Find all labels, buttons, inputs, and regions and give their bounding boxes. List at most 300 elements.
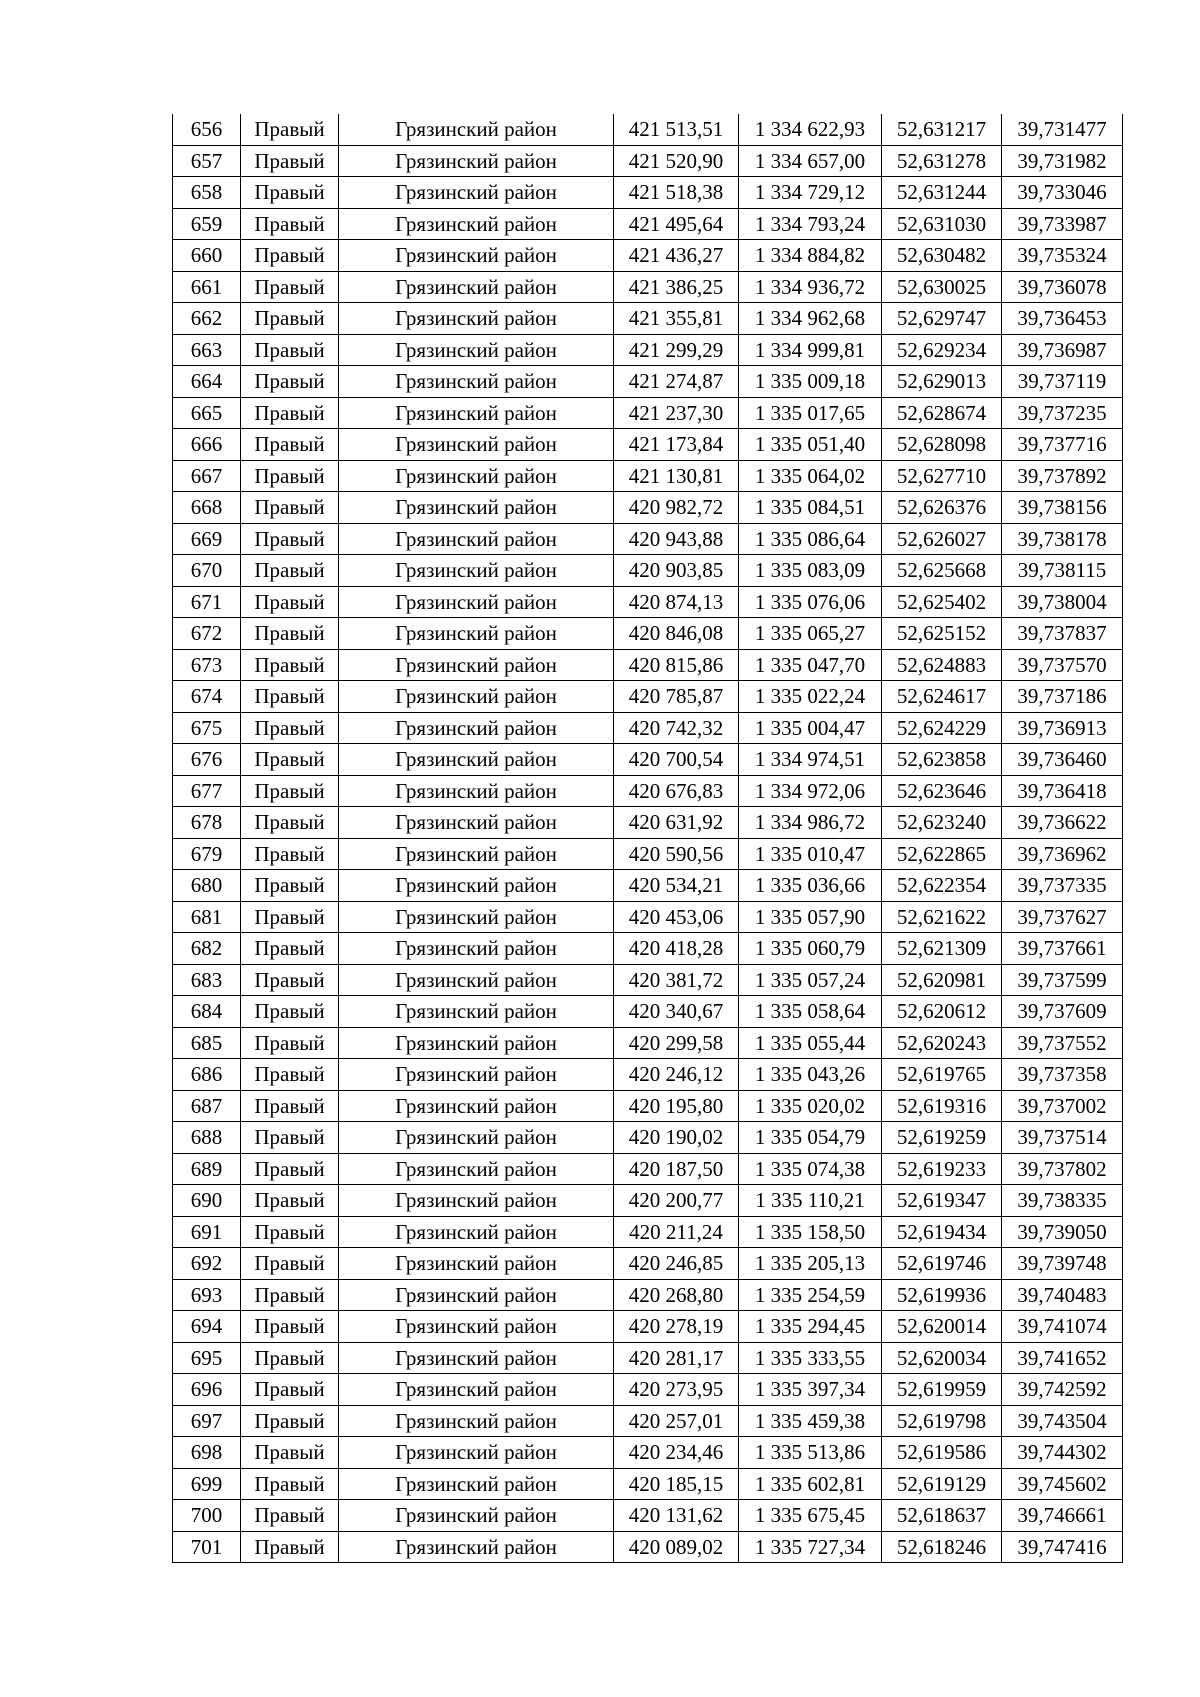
longitude-cell: 39,736078 [1002,271,1123,303]
latitude-cell: 52,629013 [882,366,1002,398]
bank-side-cell: Правый [241,964,339,996]
district-cell: Грязинский район [339,1027,614,1059]
point-number-cell: 666 [173,429,241,461]
bank-side-cell: Правый [241,1248,339,1280]
longitude-cell: 39,737609 [1002,996,1123,1028]
table-row [173,1122,1123,1154]
table-row [173,1311,1123,1343]
district-cell: Грязинский район [339,1374,614,1406]
district-cell: Грязинский район [339,1216,614,1248]
table-row [173,334,1123,366]
district-cell: Грязинский район [339,712,614,744]
table-row [173,460,1123,492]
latitude-cell: 52,621309 [882,933,1002,965]
y-coordinate-cell: 1 335 086,64 [739,523,882,555]
table-row [173,1059,1123,1091]
district-cell: Грязинский район [339,240,614,272]
district-cell: Грязинский район [339,334,614,366]
longitude-cell: 39,737802 [1002,1153,1123,1185]
x-coordinate-cell: 420 185,15 [614,1468,739,1500]
x-coordinate-cell: 420 273,95 [614,1374,739,1406]
latitude-cell: 52,631244 [882,177,1002,209]
x-coordinate-cell: 421 274,87 [614,366,739,398]
y-coordinate-cell: 1 335 004,47 [739,712,882,744]
table-row [173,492,1123,524]
latitude-cell: 52,631278 [882,145,1002,177]
point-number-cell: 665 [173,397,241,429]
district-cell: Грязинский район [339,996,614,1028]
y-coordinate-cell: 1 335 060,79 [739,933,882,965]
latitude-cell: 52,629747 [882,303,1002,335]
point-number-cell: 695 [173,1342,241,1374]
longitude-cell: 39,733046 [1002,177,1123,209]
longitude-cell: 39,737002 [1002,1090,1123,1122]
y-coordinate-cell: 1 335 083,09 [739,555,882,587]
district-cell: Грязинский район [339,1437,614,1469]
point-number-cell: 683 [173,964,241,996]
point-number-cell: 664 [173,366,241,398]
x-coordinate-cell: 420 131,62 [614,1500,739,1532]
district-cell: Грязинский район [339,1185,614,1217]
point-number-cell: 672 [173,618,241,650]
table-row [173,681,1123,713]
point-number-cell: 681 [173,901,241,933]
y-coordinate-cell: 1 335 084,51 [739,492,882,524]
coordinates-table [172,114,1123,1563]
district-cell: Грязинский район [339,1279,614,1311]
point-number-cell: 698 [173,1437,241,1469]
bank-side-cell: Правый [241,1311,339,1343]
table-row [173,870,1123,902]
x-coordinate-cell: 420 187,50 [614,1153,739,1185]
district-cell: Грязинский район [339,618,614,650]
longitude-cell: 39,737570 [1002,649,1123,681]
point-number-cell: 700 [173,1500,241,1532]
point-number-cell: 699 [173,1468,241,1500]
bank-side-cell: Правый [241,807,339,839]
y-coordinate-cell: 1 335 057,24 [739,964,882,996]
table-row [173,1153,1123,1185]
y-coordinate-cell: 1 335 058,64 [739,996,882,1028]
latitude-cell: 52,628098 [882,429,1002,461]
point-number-cell: 678 [173,807,241,839]
latitude-cell: 52,627710 [882,460,1002,492]
point-number-cell: 684 [173,996,241,1028]
point-number-cell: 676 [173,744,241,776]
x-coordinate-cell: 421 520,90 [614,145,739,177]
bank-side-cell: Правый [241,838,339,870]
y-coordinate-cell: 1 335 009,18 [739,366,882,398]
table-row [173,1531,1123,1563]
point-number-cell: 668 [173,492,241,524]
table-row [173,429,1123,461]
latitude-cell: 52,630482 [882,240,1002,272]
table-row [173,271,1123,303]
x-coordinate-cell: 421 299,29 [614,334,739,366]
x-coordinate-cell: 420 453,06 [614,901,739,933]
point-number-cell: 693 [173,1279,241,1311]
table-row [173,1185,1123,1217]
longitude-cell: 39,736460 [1002,744,1123,776]
table-row [173,523,1123,555]
latitude-cell: 52,626027 [882,523,1002,555]
table-row [173,240,1123,272]
longitude-cell: 39,737716 [1002,429,1123,461]
x-coordinate-cell: 420 700,54 [614,744,739,776]
longitude-cell: 39,736453 [1002,303,1123,335]
district-cell: Грязинский район [339,1090,614,1122]
latitude-cell: 52,625152 [882,618,1002,650]
bank-side-cell: Правый [241,1374,339,1406]
latitude-cell: 52,625402 [882,586,1002,618]
x-coordinate-cell: 420 742,32 [614,712,739,744]
x-coordinate-cell: 420 676,83 [614,775,739,807]
table-row [173,366,1123,398]
y-coordinate-cell: 1 335 022,24 [739,681,882,713]
latitude-cell: 52,626376 [882,492,1002,524]
y-coordinate-cell: 1 335 051,40 [739,429,882,461]
latitude-cell: 52,623858 [882,744,1002,776]
bank-side-cell: Правый [241,334,339,366]
longitude-cell: 39,737892 [1002,460,1123,492]
longitude-cell: 39,738115 [1002,555,1123,587]
district-cell: Грязинский район [339,807,614,839]
district-cell: Грязинский район [339,1531,614,1563]
x-coordinate-cell: 420 246,85 [614,1248,739,1280]
district-cell: Грязинский район [339,933,614,965]
x-coordinate-cell: 421 513,51 [614,114,739,145]
bank-side-cell: Правый [241,901,339,933]
latitude-cell: 52,620034 [882,1342,1002,1374]
bank-side-cell: Правый [241,996,339,1028]
y-coordinate-cell: 1 335 727,34 [739,1531,882,1563]
latitude-cell: 52,618637 [882,1500,1002,1532]
point-number-cell: 675 [173,712,241,744]
longitude-cell: 39,747416 [1002,1531,1123,1563]
y-coordinate-cell: 1 334 936,72 [739,271,882,303]
table-row [173,964,1123,996]
point-number-cell: 677 [173,775,241,807]
bank-side-cell: Правый [241,240,339,272]
bank-side-cell: Правый [241,1531,339,1563]
longitude-cell: 39,735324 [1002,240,1123,272]
y-coordinate-cell: 1 334 972,06 [739,775,882,807]
district-cell: Грязинский район [339,681,614,713]
longitude-cell: 39,737335 [1002,870,1123,902]
y-coordinate-cell: 1 335 602,81 [739,1468,882,1500]
district-cell: Грязинский район [339,1342,614,1374]
y-coordinate-cell: 1 335 459,38 [739,1405,882,1437]
longitude-cell: 39,742592 [1002,1374,1123,1406]
longitude-cell: 39,736418 [1002,775,1123,807]
table-row [173,208,1123,240]
y-coordinate-cell: 1 335 110,21 [739,1185,882,1217]
y-coordinate-cell: 1 335 043,26 [739,1059,882,1091]
district-cell: Грязинский район [339,208,614,240]
longitude-cell: 39,736987 [1002,334,1123,366]
y-coordinate-cell: 1 335 047,70 [739,649,882,681]
longitude-cell: 39,737186 [1002,681,1123,713]
district-cell: Грязинский район [339,586,614,618]
point-number-cell: 663 [173,334,241,366]
point-number-cell: 692 [173,1248,241,1280]
table-row [173,1248,1123,1280]
y-coordinate-cell: 1 334 622,93 [739,114,882,145]
latitude-cell: 52,631217 [882,114,1002,145]
table-row [173,1342,1123,1374]
x-coordinate-cell: 421 237,30 [614,397,739,429]
point-number-cell: 656 [173,114,241,145]
bank-side-cell: Правый [241,145,339,177]
point-number-cell: 670 [173,555,241,587]
longitude-cell: 39,739050 [1002,1216,1123,1248]
table-row [173,775,1123,807]
point-number-cell: 701 [173,1531,241,1563]
table-row [173,1027,1123,1059]
district-cell: Грязинский район [339,1500,614,1532]
table-row [173,649,1123,681]
bank-side-cell: Правый [241,1027,339,1059]
district-cell: Грязинский район [339,1311,614,1343]
latitude-cell: 52,619936 [882,1279,1002,1311]
y-coordinate-cell: 1 335 065,27 [739,618,882,650]
latitude-cell: 52,629234 [882,334,1002,366]
longitude-cell: 39,731477 [1002,114,1123,145]
district-cell: Грязинский район [339,1405,614,1437]
bank-side-cell: Правый [241,681,339,713]
x-coordinate-cell: 420 281,17 [614,1342,739,1374]
y-coordinate-cell: 1 335 055,44 [739,1027,882,1059]
latitude-cell: 52,624229 [882,712,1002,744]
bank-side-cell: Правый [241,1090,339,1122]
point-number-cell: 697 [173,1405,241,1437]
point-number-cell: 660 [173,240,241,272]
point-number-cell: 685 [173,1027,241,1059]
x-coordinate-cell: 420 234,46 [614,1437,739,1469]
x-coordinate-cell: 420 943,88 [614,523,739,555]
bank-side-cell: Правый [241,429,339,461]
y-coordinate-cell: 1 335 294,45 [739,1311,882,1343]
latitude-cell: 52,619259 [882,1122,1002,1154]
table-row [173,145,1123,177]
longitude-cell: 39,738335 [1002,1185,1123,1217]
district-cell: Грязинский район [339,523,614,555]
latitude-cell: 52,618246 [882,1531,1002,1563]
district-cell: Грязинский район [339,775,614,807]
bank-side-cell: Правый [241,271,339,303]
latitude-cell: 52,619959 [882,1374,1002,1406]
x-coordinate-cell: 420 089,02 [614,1531,739,1563]
longitude-cell: 39,737119 [1002,366,1123,398]
table-row [173,1090,1123,1122]
bank-side-cell: Правый [241,1468,339,1500]
bank-side-cell: Правый [241,366,339,398]
y-coordinate-cell: 1 335 010,47 [739,838,882,870]
bank-side-cell: Правый [241,303,339,335]
y-coordinate-cell: 1 335 064,02 [739,460,882,492]
x-coordinate-cell: 420 785,87 [614,681,739,713]
district-cell: Грязинский район [339,271,614,303]
district-cell: Грязинский район [339,649,614,681]
x-coordinate-cell: 420 200,77 [614,1185,739,1217]
bank-side-cell: Правый [241,1216,339,1248]
table-row [173,1279,1123,1311]
y-coordinate-cell: 1 335 074,38 [739,1153,882,1185]
y-coordinate-cell: 1 334 999,81 [739,334,882,366]
x-coordinate-cell: 420 534,21 [614,870,739,902]
longitude-cell: 39,745602 [1002,1468,1123,1500]
bank-side-cell: Правый [241,523,339,555]
district-cell: Грязинский район [339,397,614,429]
latitude-cell: 52,620014 [882,1311,1002,1343]
point-number-cell: 679 [173,838,241,870]
district-cell: Грязинский район [339,744,614,776]
district-cell: Грязинский район [339,870,614,902]
table-row [173,712,1123,744]
latitude-cell: 52,623240 [882,807,1002,839]
latitude-cell: 52,619586 [882,1437,1002,1469]
point-number-cell: 686 [173,1059,241,1091]
point-number-cell: 661 [173,271,241,303]
longitude-cell: 39,738178 [1002,523,1123,555]
point-number-cell: 667 [173,460,241,492]
latitude-cell: 52,624617 [882,681,1002,713]
point-number-cell: 694 [173,1311,241,1343]
bank-side-cell: Правый [241,1059,339,1091]
point-number-cell: 657 [173,145,241,177]
bank-side-cell: Правый [241,1122,339,1154]
table-row [173,1374,1123,1406]
longitude-cell: 39,737514 [1002,1122,1123,1154]
y-coordinate-cell: 1 335 333,55 [739,1342,882,1374]
table-row [173,1500,1123,1532]
x-coordinate-cell: 420 190,02 [614,1122,739,1154]
longitude-cell: 39,731982 [1002,145,1123,177]
longitude-cell: 39,744302 [1002,1437,1123,1469]
district-cell: Грязинский район [339,1153,614,1185]
x-coordinate-cell: 420 268,80 [614,1279,739,1311]
district-cell: Грязинский район [339,555,614,587]
y-coordinate-cell: 1 335 158,50 [739,1216,882,1248]
longitude-cell: 39,736913 [1002,712,1123,744]
bank-side-cell: Правый [241,618,339,650]
coordinates-table-body [173,114,1123,1563]
table-row [173,555,1123,587]
bank-side-cell: Правый [241,1437,339,1469]
latitude-cell: 52,623646 [882,775,1002,807]
x-coordinate-cell: 420 257,01 [614,1405,739,1437]
point-number-cell: 669 [173,523,241,555]
longitude-cell: 39,741074 [1002,1311,1123,1343]
x-coordinate-cell: 420 340,67 [614,996,739,1028]
bank-side-cell: Правый [241,208,339,240]
latitude-cell: 52,619746 [882,1248,1002,1280]
latitude-cell: 52,622865 [882,838,1002,870]
point-number-cell: 688 [173,1122,241,1154]
latitude-cell: 52,630025 [882,271,1002,303]
table-row [173,177,1123,209]
x-coordinate-cell: 421 386,25 [614,271,739,303]
table-row [173,1468,1123,1500]
point-number-cell: 682 [173,933,241,965]
bank-side-cell: Правый [241,586,339,618]
bank-side-cell: Правый [241,1185,339,1217]
x-coordinate-cell: 421 173,84 [614,429,739,461]
longitude-cell: 39,740483 [1002,1279,1123,1311]
longitude-cell: 39,737837 [1002,618,1123,650]
point-number-cell: 674 [173,681,241,713]
longitude-cell: 39,737235 [1002,397,1123,429]
point-number-cell: 687 [173,1090,241,1122]
y-coordinate-cell: 1 335 057,90 [739,901,882,933]
bank-side-cell: Правый [241,492,339,524]
table-row [173,114,1123,145]
bank-side-cell: Правый [241,555,339,587]
x-coordinate-cell: 421 130,81 [614,460,739,492]
bank-side-cell: Правый [241,933,339,965]
y-coordinate-cell: 1 335 675,45 [739,1500,882,1532]
latitude-cell: 52,619798 [882,1405,1002,1437]
bank-side-cell: Правый [241,177,339,209]
district-cell: Грязинский район [339,838,614,870]
x-coordinate-cell: 420 211,24 [614,1216,739,1248]
latitude-cell: 52,622354 [882,870,1002,902]
district-cell: Грязинский район [339,901,614,933]
latitude-cell: 52,628674 [882,397,1002,429]
district-cell: Грязинский район [339,964,614,996]
table-row [173,397,1123,429]
y-coordinate-cell: 1 335 513,86 [739,1437,882,1469]
latitude-cell: 52,619765 [882,1059,1002,1091]
y-coordinate-cell: 1 335 205,13 [739,1248,882,1280]
point-number-cell: 691 [173,1216,241,1248]
x-coordinate-cell: 420 195,80 [614,1090,739,1122]
point-number-cell: 671 [173,586,241,618]
table-row [173,744,1123,776]
latitude-cell: 52,619347 [882,1185,1002,1217]
table-row [173,1216,1123,1248]
longitude-cell: 39,743504 [1002,1405,1123,1437]
y-coordinate-cell: 1 334 729,12 [739,177,882,209]
y-coordinate-cell: 1 335 054,79 [739,1122,882,1154]
x-coordinate-cell: 420 631,92 [614,807,739,839]
y-coordinate-cell: 1 335 254,59 [739,1279,882,1311]
latitude-cell: 52,631030 [882,208,1002,240]
bank-side-cell: Правый [241,744,339,776]
bank-side-cell: Правый [241,397,339,429]
x-coordinate-cell: 421 518,38 [614,177,739,209]
table-row [173,1405,1123,1437]
longitude-cell: 39,738004 [1002,586,1123,618]
bank-side-cell: Правый [241,460,339,492]
latitude-cell: 52,619129 [882,1468,1002,1500]
longitude-cell: 39,746661 [1002,1500,1123,1532]
longitude-cell: 39,737552 [1002,1027,1123,1059]
point-number-cell: 689 [173,1153,241,1185]
table-row [173,807,1123,839]
table-row [173,838,1123,870]
y-coordinate-cell: 1 334 657,00 [739,145,882,177]
x-coordinate-cell: 420 381,72 [614,964,739,996]
point-number-cell: 673 [173,649,241,681]
district-cell: Грязинский район [339,177,614,209]
longitude-cell: 39,741652 [1002,1342,1123,1374]
bank-side-cell: Правый [241,870,339,902]
x-coordinate-cell: 420 418,28 [614,933,739,965]
longitude-cell: 39,737358 [1002,1059,1123,1091]
bank-side-cell: Правый [241,1500,339,1532]
y-coordinate-cell: 1 335 397,34 [739,1374,882,1406]
